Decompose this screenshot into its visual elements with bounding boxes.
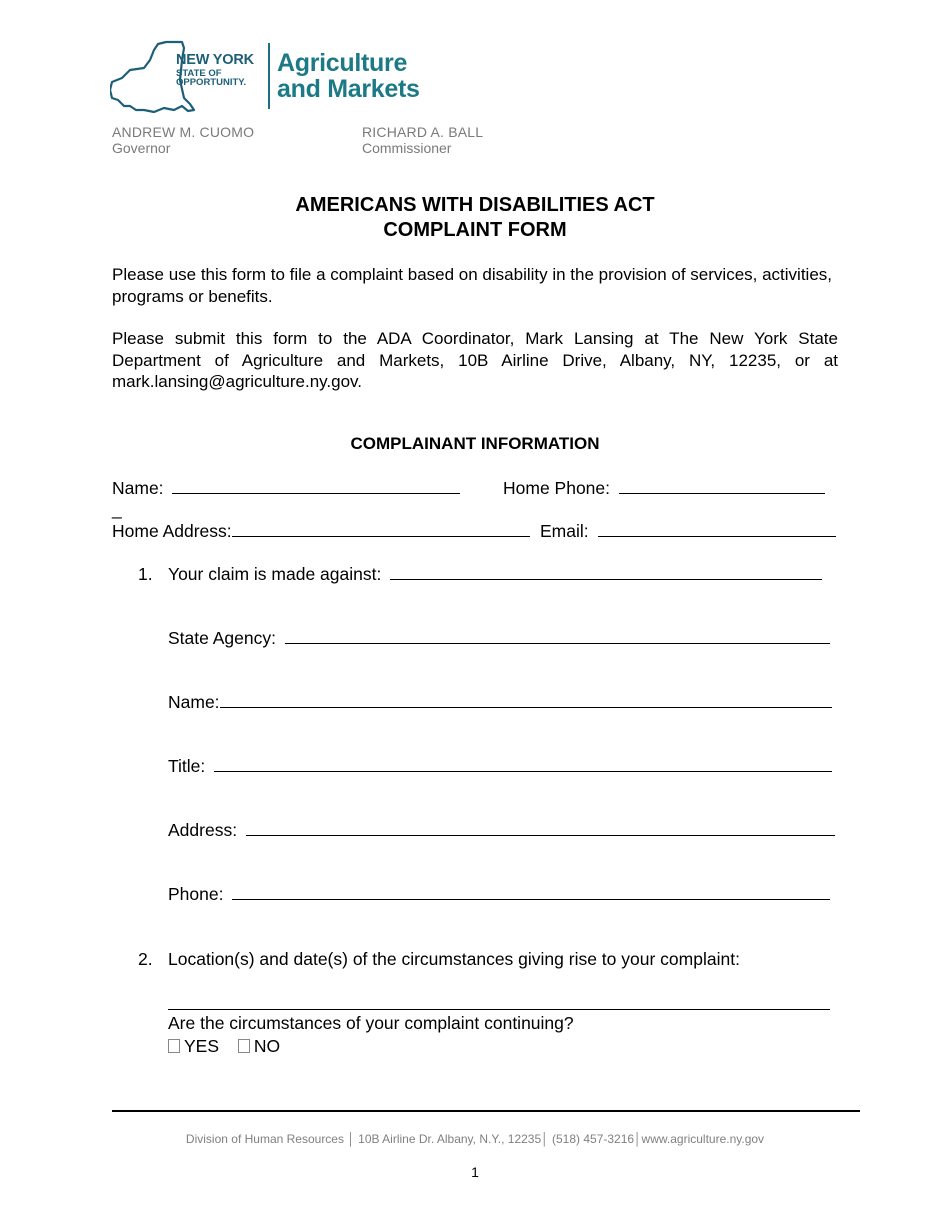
title-label: Title:: [168, 756, 206, 776]
footer-contact: Division of Human Resources │ 10B Airline Dr. Albany, N.Y., 12235│ (518) 457-3216│www.agriculture.ny.gov: [185, 1132, 765, 1146]
home-phone-row: [503, 477, 825, 499]
home-phone-label: Home Phone:: [503, 478, 611, 498]
ny-brand-text: [176, 53, 254, 88]
governor-name: ANDREW M. CUOMO: [112, 124, 255, 140]
agency-name-line1: Agriculture: [277, 49, 408, 77]
phone-field[interactable]: [232, 883, 830, 900]
commissioner-role: Commissioner: [362, 140, 452, 156]
continuing-options: [168, 1035, 280, 1057]
intro-paragraph: Please use this form to file a complaint based on disability in the provision of services, activities, programs or benefits.: [112, 265, 833, 306]
location-date-field[interactable]: [168, 1009, 830, 1010]
email-label: Email:: [540, 521, 589, 541]
page-number: 1: [471, 1164, 479, 1180]
address-row: [168, 819, 835, 841]
home-address-label: Home Address:: [112, 521, 232, 541]
footer-rule: [112, 1110, 860, 1112]
home-address-field[interactable]: [232, 520, 530, 537]
governor-role: Governor: [112, 140, 171, 156]
q1-row: [168, 563, 822, 585]
governor-block: [112, 124, 254, 156]
q2-label: Location(s) and date(s) of the circumstances giving rise to your complaint:: [168, 949, 740, 969]
title-row: [168, 755, 832, 777]
home-address-row: [112, 520, 530, 542]
email-row: [540, 520, 836, 542]
q1-number: 1.: [138, 564, 153, 584]
yes-label: YES: [184, 1036, 220, 1056]
address-label: Address:: [168, 820, 238, 840]
claim-against-field[interactable]: [390, 563, 822, 580]
commissioner-block: [362, 124, 483, 156]
agency-name-row: [168, 691, 832, 713]
home-phone-field[interactable]: [619, 477, 825, 494]
ny-brand-line3: OPPORTUNITY.: [176, 77, 247, 88]
document-title-line2: COMPLAINT FORM: [383, 219, 567, 241]
ny-brand-line1: NEW YORK: [176, 52, 254, 68]
email-field[interactable]: [598, 520, 836, 537]
state-agency-label: State Agency:: [168, 628, 276, 648]
phone-row: [168, 883, 830, 905]
title-field[interactable]: [214, 755, 832, 772]
no-label: NO: [253, 1036, 281, 1056]
q1-label: Your claim is made against:: [168, 564, 382, 584]
logo-divider: [268, 43, 270, 109]
name-field[interactable]: [172, 477, 460, 494]
state-agency-row: [168, 627, 830, 649]
continuing-question: Are the circumstances of your complaint continuing?: [168, 1013, 574, 1033]
agency-name: [277, 50, 420, 102]
yes-option[interactable]: [168, 1036, 219, 1056]
agency-name-field[interactable]: [220, 691, 832, 708]
name-row: [112, 477, 460, 499]
commissioner-name: RICHARD A. BALL: [362, 124, 484, 140]
submit-instructions-paragraph: Please submit this form to the ADA Coordinator, Mark Lansing at The New York State Department of Agriculture and Markets, 10B Airline Drive, Albany, NY, 12235, or at mark.lansing@agriculture.ny.gov.: [112, 329, 838, 391]
agency-name-label: Name:: [168, 692, 220, 712]
state-agency-field[interactable]: [285, 627, 830, 644]
no-option[interactable]: [238, 1036, 280, 1056]
section-heading: COMPLAINANT INFORMATION: [350, 434, 600, 453]
yes-checkbox[interactable]: [168, 1039, 180, 1053]
no-checkbox[interactable]: [238, 1039, 250, 1053]
agency-name-line2: and Markets: [277, 75, 420, 103]
address-field[interactable]: [246, 819, 835, 836]
q2-number: 2.: [138, 949, 153, 969]
name-label: Name:: [112, 478, 164, 498]
ny-brand-line2: STATE OF: [176, 67, 222, 79]
document-title-line1: AMERICANS WITH DISABILITIES ACT: [295, 194, 655, 216]
stray-underscore: _: [112, 499, 122, 519]
phone-label: Phone:: [168, 884, 224, 904]
